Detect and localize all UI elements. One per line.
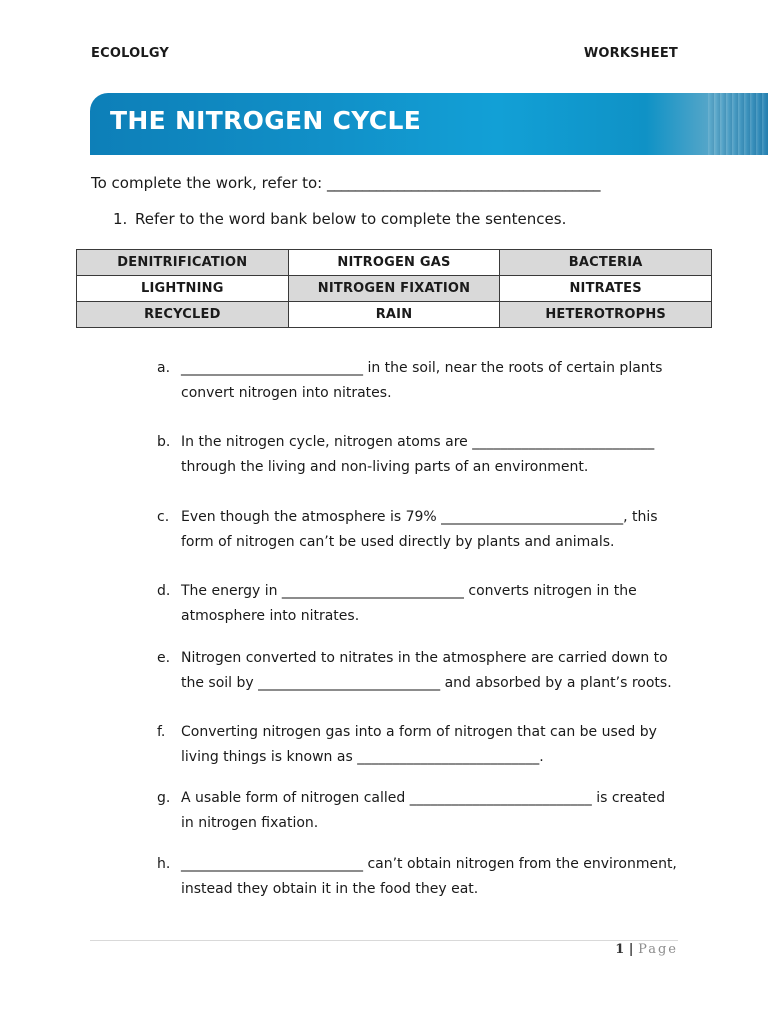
word-bank-cell: DENITRIFICATION <box>77 250 289 276</box>
word-bank-row <box>77 250 712 276</box>
header-doc-type: WORKSHEET <box>583 46 678 61</box>
sentence-line: instead they obtain it in the food they eat. <box>181 881 479 897</box>
sentence-letter: f. <box>157 724 166 740</box>
page-number: 1 <box>615 942 625 957</box>
word-bank-table <box>76 249 712 328</box>
sentence-letter: g. <box>157 790 171 806</box>
sentence-line: living things is known as __________________________. <box>181 749 544 765</box>
sentence-letter: c. <box>157 509 170 525</box>
sentence-line: The energy in __________________________ converts nitrogen in the <box>181 583 637 599</box>
refer-line <box>91 174 600 192</box>
sentence-letter: d. <box>157 583 171 599</box>
sentence-line: __________________________ in the soil, near the roots of certain plants <box>181 360 663 376</box>
word-bank-cell: HETEROTROPHS <box>500 302 712 328</box>
refer-blank: _______________________________________ <box>327 174 601 192</box>
footer-divider <box>90 940 678 941</box>
refer-label: To complete the work, refer to: <box>91 174 328 192</box>
title-banner <box>90 93 768 155</box>
sentence-line: form of nitrogen can’t be used directly by plants and animals. <box>181 534 615 550</box>
word-bank-cell: RAIN <box>288 302 500 328</box>
sentence-line: convert nitrogen into nitrates. <box>181 385 392 401</box>
word-bank-row <box>77 276 712 302</box>
page-separator: | <box>624 942 639 957</box>
sentence-line: through the living and non-living parts of an environment. <box>181 459 589 475</box>
page-label: Page <box>638 942 678 957</box>
header-subject: ECOLOLGY <box>91 46 170 61</box>
sentence-line: the soil by __________________________ and absorbed by a plant’s roots. <box>181 675 672 691</box>
sentence-line: In the nitrogen cycle, nitrogen atoms are __________________________ <box>181 434 655 450</box>
word-bank-cell: NITROGEN FIXATION <box>288 276 500 302</box>
sentence-letter: h. <box>157 856 171 872</box>
sentence-line: A usable form of nitrogen called __________________________ is created <box>181 790 666 806</box>
sentence-line: __________________________ can’t obtain nitrogen from the environment, <box>181 856 677 872</box>
sentence-letter: e. <box>157 650 171 666</box>
word-bank-row <box>77 302 712 328</box>
sentence-line: Converting nitrogen gas into a form of nitrogen that can be used by <box>181 724 657 740</box>
page-title: THE NITROGEN CYCLE <box>110 106 422 135</box>
word-bank-cell: RECYCLED <box>77 302 289 328</box>
sentence-line: in nitrogen fixation. <box>181 815 319 831</box>
sentence-line: Even though the atmosphere is 79% __________________________, this <box>181 509 658 525</box>
question-number: 1. <box>113 210 128 228</box>
sentence-letter: a. <box>157 360 171 376</box>
word-bank-cell: NITROGEN GAS <box>288 250 500 276</box>
question-text: Refer to the word bank below to complete the sentences. <box>135 210 567 228</box>
word-bank-cell: NITRATES <box>500 276 712 302</box>
sentence-line: Nitrogen converted to nitrates in the atmosphere are carried down to <box>181 650 668 666</box>
sentence-line: atmosphere into nitrates. <box>181 608 360 624</box>
page-footer <box>615 942 678 957</box>
word-bank-cell: LIGHTNING <box>77 276 289 302</box>
sentence-letter: b. <box>157 434 171 450</box>
word-bank-cell: BACTERIA <box>500 250 712 276</box>
question-1 <box>113 210 566 228</box>
